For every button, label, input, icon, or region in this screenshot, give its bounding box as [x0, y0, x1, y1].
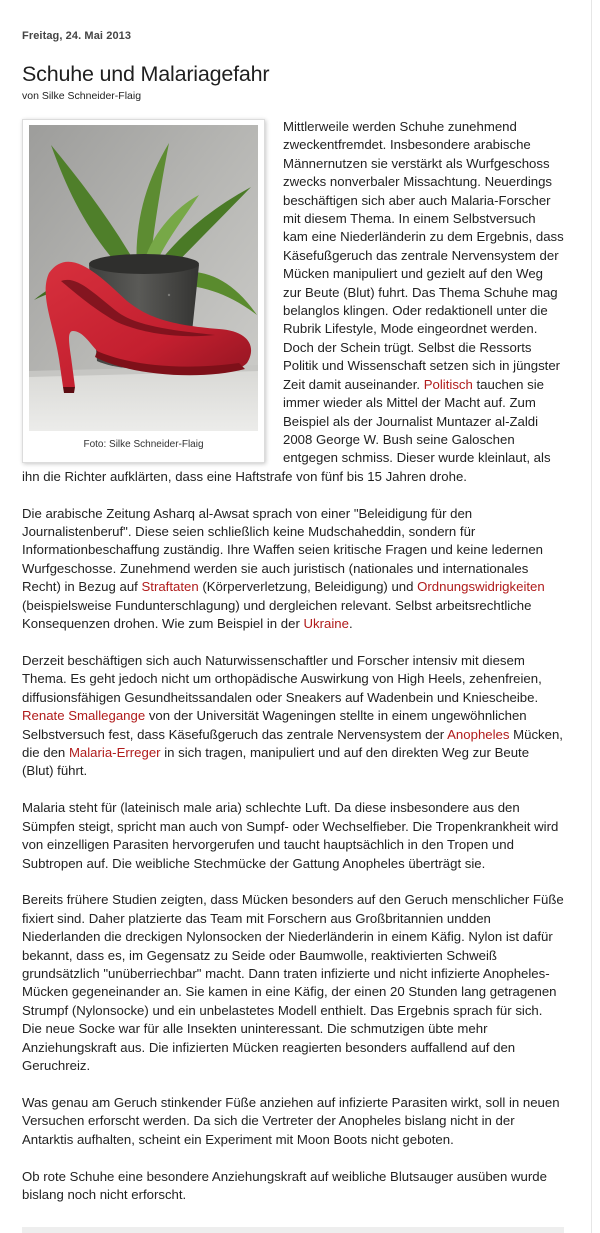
- inline-link[interactable]: Renate Smallegange: [22, 708, 146, 724]
- paragraph-text: (beispielsweise Fundunterschlagung) und dergleichen relevant. Selbst arbeitsrechtliche Konsequenzen drohen. Wie zum Beispiel in der: [22, 597, 532, 632]
- photo-figure: [22, 119, 265, 463]
- inline-link[interactable]: Anopheles: [447, 726, 510, 742]
- post-title[interactable]: Schuhe und Malariagefahr: [22, 62, 270, 86]
- article-paragraph: [22, 505, 564, 634]
- photo-caption: Foto: Silke Schneider-Flaig: [83, 439, 204, 450]
- post-date: Freitag, 24. Mai 2013: [22, 30, 132, 42]
- inline-link[interactable]: Ordnungswidrigkeiten: [417, 579, 545, 595]
- paragraph-text: tauchen sie immer wieder als Mittel der Macht auf. Zum Beispiel als der Journalist Muntazer al-Zaldi 2008 George W. Bush seine Galoschen entgegen schmiss. Dieser wurde kleinlaut, als ihn die Richter aufklärten, dass eine Haftstrafe von fünf bis 15 Jahren drohe.: [22, 376, 551, 484]
- paragraph-text: Derzeit beschäftigen sich auch Naturwissenschaftler und Forscher intensiv mit diesem Thema. Es geht jedoch nicht um orthopädische Auswirkung von High Heels, zehenfreien, diffusionsfähigen Gesundheitssandalen oder Sneakers auf Wadenbein und Kniescheibe.: [22, 652, 542, 705]
- paragraph-text: Mücken, die den: [22, 726, 563, 760]
- post-body: [22, 118, 564, 1223]
- article-paragraph: [22, 891, 564, 1075]
- article-paragraph: [22, 1094, 564, 1149]
- post-footer-bar: [22, 1227, 564, 1233]
- paragraph-text: Die arabische Zeitung Asharq al-Awsat sprach von einer "Beleidigung für den Journalistenberuf". Diese seien schließlich keine Mudschaheddin, sondern für Informationbeschaffung zuständig. Ihre Waffen seien kritische Fragen und keine ledernen Wurfgeschosse. Zunehmend werden sie auch juristisch (nationales und internationales Recht) in Bezug auf: [22, 505, 543, 595]
- inline-link[interactable]: Politisch: [423, 376, 473, 392]
- paragraph-text: Ob rote Schuhe eine besondere Anziehungskraft auf weibliche Blutsauger ausüben wurde bislang noch nicht erforscht.: [22, 1168, 547, 1203]
- inline-link[interactable]: Ukraine: [303, 616, 349, 632]
- paragraph-text: in sich tragen, manipuliert und auf den direkten Weg zur Beute (Blut) führt.: [22, 745, 530, 779]
- paragraph-text: Bereits frühere Studien zeigten, dass Mücken besonders auf den Geruch menschlicher Füße fixiert sind. Daher platzierte das Team mit Forschern aus Großbritannien undden Niederlanden die dreckigen Nylonsocken der Niederländerin in einem Käfig. Nylon ist dafür bekannt, dass es, im Gegensatz zu Seide oder Baumwolle, reaktivierten Schweiß grundsätzlich "unüberriechbar" macht. Dann traten infizierte und nicht infizierte Anopheles-Mücken gegeneinander an. Sie kamen in eine Käfig, der einen 20 Stunden lang getragenen Strumpf (Nylonsocke) und ein unbelastetes Modell enthielt. Das Ergebnis sprach für sich. Die neue Socke war für alle Insekten uninteressant. Die schmutzigen übte mehr Anziehungskraft aus. Die infizierten Mücken reagierten besonders auffallend auf den Geruchreiz.: [22, 892, 564, 1074]
- paragraph-text: Was genau am Geruch stinkender Füße anziehen auf infizierte Parasiten wirkt, soll in neuen Versuchen erforscht werden. Da sich die Vertreter der Anopheles bislang nicht in der Antarktis aufhalten, scheint ein Experiment mit Moon Boots nicht geboten.: [22, 1095, 560, 1147]
- paragraph-text: Malaria steht für (lateinisch male aria) schlechte Luft. Da diese insbesondere aus den Sümpfen steigt, spricht man auch von Sumpf- oder Wechselfieber. Die Tropenkrankheit wird von einzelligen Parasiten hervorgerufen und taucht hauptsächlich in den Tropen und Subtropen auf. Die weibliche Stechmücke der Gattung Anopheles überträgt sie.: [22, 800, 559, 871]
- article-paragraph: [22, 652, 564, 781]
- inline-link[interactable]: Malaria-Erreger: [68, 745, 161, 760]
- article-paragraph: [22, 799, 564, 873]
- article-paragraph: [22, 1168, 564, 1205]
- post-author: von Silke Schneider-Flaig: [22, 90, 142, 102]
- paragraph-text: (Körperverletzung, Beleidigung) und: [198, 579, 418, 595]
- paragraph-text: .: [348, 616, 353, 632]
- red-high-heel-shoe-photo[interactable]: [29, 125, 258, 431]
- column-divider: [591, 0, 592, 1233]
- inline-link[interactable]: Straftaten: [141, 579, 199, 595]
- paragraph-text: von der Universität Wageningen stellte in einem ungewöhnlichen Selbstversuch fest, dass Käsefußgeruch das zentrale Nervensystem der: [22, 708, 527, 742]
- paragraph-text: Mittlerweile werden Schuhe zunehmend zweckentfremdet. Insbesondere arabische Männernutzen sie verstärkt als Wurfgeschoss zwecks nonverbaler Missachtung. Neuerdings beschäftigen sich aber auch Malaria-Forscher mit diesem Thema. In einem Selbstversuch kam eine Niederländerin zu dem Ergebnis, dass Käsefußgeruch das zentrale Nervensystem der Mücken manipuliert und gezielt auf den Weg zur Beute (Blut) fuhrt. Das Thema Schuhe mag belanglos klingen. Oder redaktionell unter die Rubrik Lifestyle, Mode eingeordnet werden. Doch der Schein trügt. Selbst die Ressorts Politik und Wissenschaft setzen sich in jüngster Zeit damit auseinander.: [283, 119, 564, 392]
